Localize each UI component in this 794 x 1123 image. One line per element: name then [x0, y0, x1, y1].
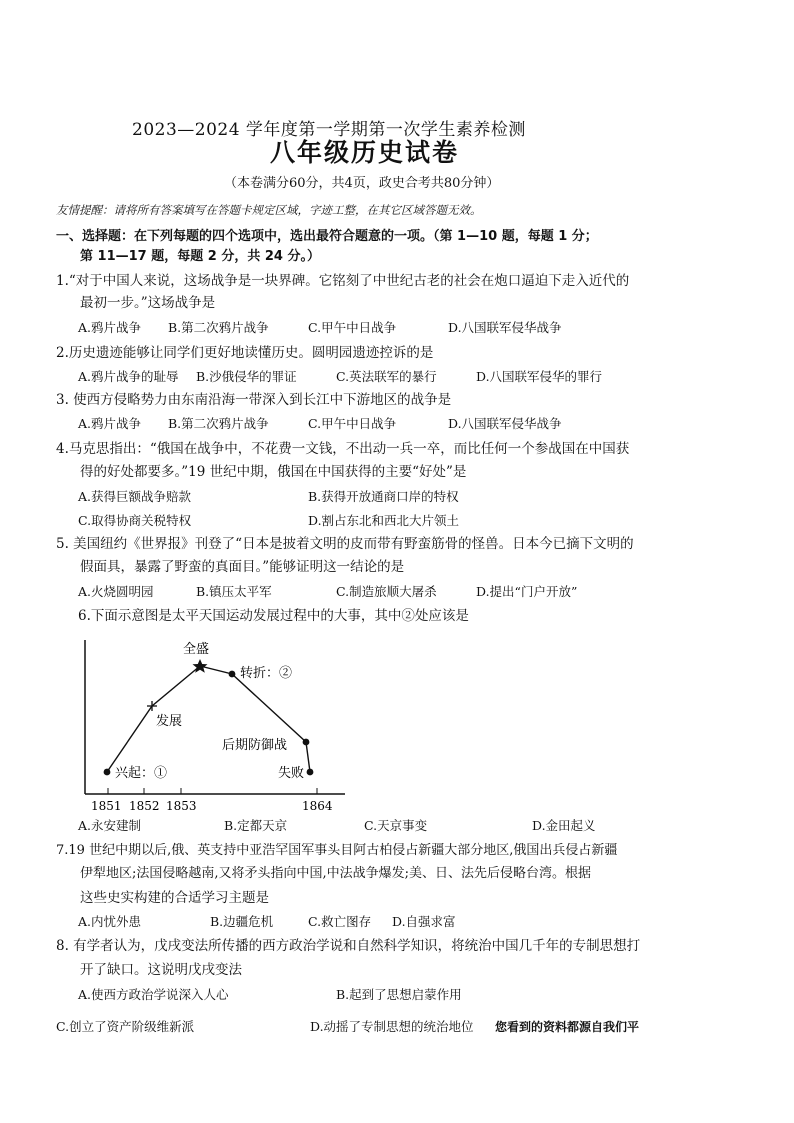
q1-stem-line1: 1.“对于中国人来说，这场战争是一块界碑。它铭刻了中世纪古老的社会在炮口逼迫下走入近代的 — [56, 273, 630, 289]
q7-stem-line1: 7.19 世纪中期以后,俄、英支持中亚浩罕国军事头目阿古柏侵占新疆大部分地区,俄国出兵侵占新疆 — [56, 843, 618, 858]
diagram-curve — [107, 666, 310, 772]
q5-option-c: C.制造旅顺大屠杀 — [336, 584, 437, 599]
q6-option-d: D.金田起义 — [532, 818, 596, 833]
q4-option-a: A.获得巨额战争赔款 — [78, 489, 192, 504]
q8-option-c: C.创立了资产阶级维新派 — [56, 1019, 195, 1034]
section1-heading-line2: 第 11—17 题，每题 2 分，共 24 分。） — [80, 249, 320, 264]
q3-option-c: C.甲午中日战争 — [308, 416, 397, 431]
q6-stem: 6.下面示意图是太平天国运动发展过程中的大事，其中②处应该是 — [78, 608, 469, 624]
q2-option-c: C.英法联军的暴行 — [336, 369, 437, 384]
q3-option-b: B.第二次鸦片战争 — [168, 416, 269, 431]
q7-option-b: B.边疆危机 — [210, 914, 274, 929]
q8-option-d: D.动摇了专制思想的统治地位 — [310, 1019, 474, 1034]
section1-heading-line1: 一、选择题：在下列每题的四个选项中，选出最符合题意的一项。（第 1—10 题，每题 1 分； — [56, 229, 598, 244]
q1-stem-line2: 最初一步。”这场战争是 — [80, 295, 216, 311]
q5-option-b: B.镇压太平军 — [196, 584, 272, 599]
diagram-point-xingqi — [104, 769, 111, 776]
q2-option-b: B.沙俄侵华的罪证 — [196, 369, 297, 384]
q7-option-a: A.内忧外患 — [78, 914, 142, 929]
diagram-point-houqi — [303, 739, 310, 746]
diagram-point-shibai — [307, 769, 314, 776]
q3-option-d: D.八国联军侵华战争 — [448, 416, 562, 431]
q1-option-d: D.八国联军侵华战争 — [448, 320, 562, 335]
diagram-label-zhuanzhe: 转折：② — [240, 666, 293, 681]
diagram-tick-1853: 1853 — [166, 799, 197, 812]
diagram-tick-1851: 1851 — [91, 799, 122, 812]
q7-option-c: C.救亡图存 — [308, 914, 372, 929]
diagram-label-quansheng: 全盛 — [183, 642, 210, 657]
q1-option-c: C.甲午中日战争 — [308, 320, 397, 335]
exam-subtitle: （本卷满分60分，共4页，政史合考共80分钟） — [224, 176, 500, 191]
q5-stem-line2: 假面具，暴露了野蛮的真面目。”能够证明这一结论的是 — [80, 559, 405, 575]
taiping-diagram — [70, 632, 360, 812]
q3-stem: 3. 使西方侵略势力由东南沿海一带深入到长江中下游地区的战争是 — [56, 392, 452, 408]
trailing-watermark-text: 您看到的资料都源自我们平 — [495, 1020, 640, 1034]
q4-stem-line1: 4.马克思指出：“俄国在战争中，不花费一文钱，不出动一兵一卒，而比任何一个参战国在中国获 — [56, 441, 630, 457]
q6-option-a: A.永安建制 — [78, 818, 142, 833]
q5-stem-line1: 5. 美国纽约《世界报》刊登了“日本是披着文明的皮而带有野蛮筋骨的怪兽。日本今已摘下文明的 — [56, 536, 634, 552]
q4-option-d: D.割占东北和西北大片领土 — [308, 513, 460, 528]
q6-option-b: B.定都天京 — [224, 818, 288, 833]
diagram-label-houqi: 后期防御战 — [222, 738, 288, 753]
exam-title-line1: 2023—2024 学年度第一学期第一次学生素养检测 — [132, 120, 526, 140]
q4-stem-line2: 得的好处都要多。”19 世纪中期，俄国在中国获得的主要“好处”是 — [80, 464, 467, 480]
q2-stem: 2.历史遗迹能够让同学们更好地读懂历史。圆明园遗迹控诉的是 — [56, 345, 434, 361]
diagram-point-zhuanzhe — [229, 671, 236, 678]
q8-stem-line1: 8. 有学者认为，戊戌变法所传播的西方政治学说和自然科学知识，将统治中国几千年的专制思想打 — [56, 938, 641, 954]
q1-option-a: A.鸦片战争 — [78, 320, 142, 335]
q8-option-b: B.起到了思想启蒙作用 — [336, 987, 462, 1002]
q5-option-d: D.提出“门户开放” — [476, 584, 578, 599]
diagram-label-shibai: 失败 — [278, 766, 305, 781]
q3-option-a: A.鸦片战争 — [78, 416, 142, 431]
diagram-tick-1864: 1864 — [302, 799, 333, 812]
q7-option-d: D.自强求富 — [392, 914, 456, 929]
q8-option-a: A.使西方政治学说深入人心 — [78, 987, 229, 1002]
diagram-label-xingqi: 兴起：① — [115, 766, 168, 781]
q5-option-a: A.火烧圆明园 — [78, 584, 154, 599]
q7-stem-line3: 这些史实构建的合适学习主题是 — [80, 890, 269, 906]
q2-option-a: A.鸦片战争的耻辱 — [78, 369, 179, 384]
q7-stem-line2: 伊犁地区;法国侵略越南,又将矛头指向中国,中法战争爆发;美、日、法先后侵略台湾。根据 — [80, 866, 592, 881]
diagram-label-fazhan: 发展 — [156, 714, 183, 729]
q8-stem-line2: 开了缺口。这说明戊戌变法 — [80, 962, 242, 978]
exam-tip: 友情提醒：请将所有答案填写在答题卡规定区域，字迹工整，在其它区域答题无效。 — [56, 203, 482, 217]
q4-option-c: C.取得协商关税特权 — [78, 513, 192, 528]
diagram-tick-1852: 1852 — [129, 799, 160, 812]
exam-title-line2: 八年级历史试卷 — [270, 138, 460, 167]
q1-option-b: B.第二次鸦片战争 — [168, 320, 269, 335]
q2-option-d: D.八国联军侵华的罪行 — [476, 369, 603, 384]
q6-option-c: C.天京事变 — [364, 818, 428, 833]
q4-option-b: B.获得开放通商口岸的特权 — [308, 489, 459, 504]
